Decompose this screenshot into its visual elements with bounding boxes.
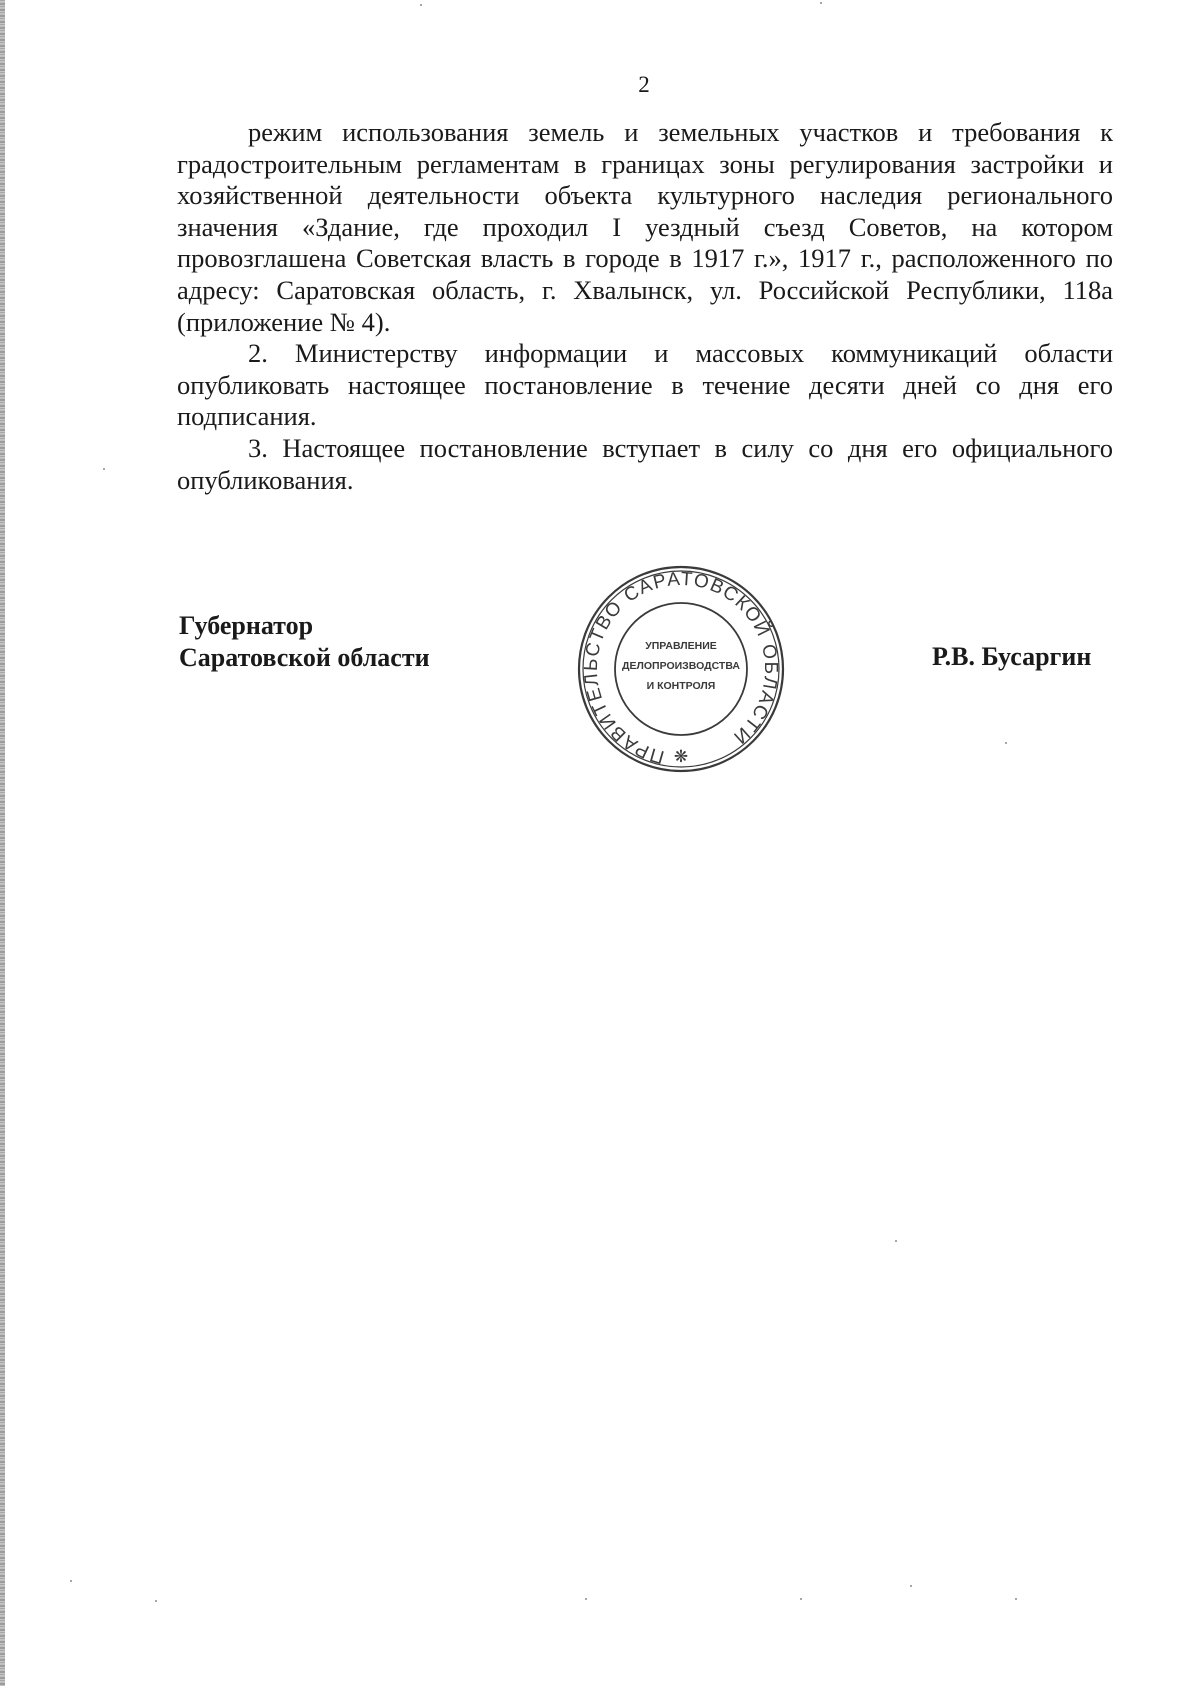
- scan-speck: [585, 1598, 587, 1600]
- official-seal-stamp: [575, 563, 787, 775]
- scan-speck: [420, 4, 422, 6]
- seal-outer-textpath: ПРАВИТЕЛЬСТВО САРАТОВСКОЙ ОБЛАСТИ: [580, 568, 782, 768]
- scan-speck: [103, 468, 105, 470]
- scan-speck: [1015, 1598, 1017, 1600]
- paragraph-1: режим использования земель и земельных участков и требования к градостроительным регламентам в границах зоны регулирования застройки и хозяйственной деятельности объекта культурного наследия регионального значения «Здание, где проходил I уездный съезд Советов, на котором провозглашена Советская власть в городе в 1917 г.», 1917 г., расположенного по адресу: Саратовская область, г. Хвалынск, ул. Российской Республики, 118а (приложение № 4).: [177, 117, 1113, 337]
- signatory-position-line1: Губернатор: [179, 611, 314, 640]
- scan-speck: [910, 1585, 912, 1587]
- seal-inner-line1: УПРАВЛЕНИЕ: [645, 640, 717, 652]
- seal-inner-line3: И КОНТРОЛЯ: [646, 680, 716, 692]
- document-body: [177, 117, 1113, 496]
- scan-speck: [1005, 742, 1007, 744]
- page-number: 2: [638, 72, 650, 97]
- seal-inner-line2: ДЕЛОПРОИЗВОДСТВА: [622, 660, 740, 672]
- signatory-name: Р.В. Бусаргин: [932, 642, 1092, 671]
- scan-speck: [800, 1598, 802, 1600]
- scan-edge: [0, 0, 5, 1686]
- signatory-position: [179, 610, 430, 673]
- scan-speck: [70, 1580, 72, 1582]
- scan-speck: [820, 2, 822, 4]
- scan-speck: [895, 1240, 897, 1242]
- paragraph-3: 3. Настоящее постановление вступает в силу со дня его официального опубликования.: [177, 432, 1113, 495]
- signatory-position-line2: Саратовской области: [179, 642, 430, 672]
- scan-speck: [155, 1600, 157, 1602]
- paragraph-2: 2. Министерству информации и массовых коммуникаций области опубликовать настоящее постановление в течение десяти дней со дня его подписания.: [177, 338, 1113, 432]
- seal-star-icon: ❋: [673, 747, 689, 767]
